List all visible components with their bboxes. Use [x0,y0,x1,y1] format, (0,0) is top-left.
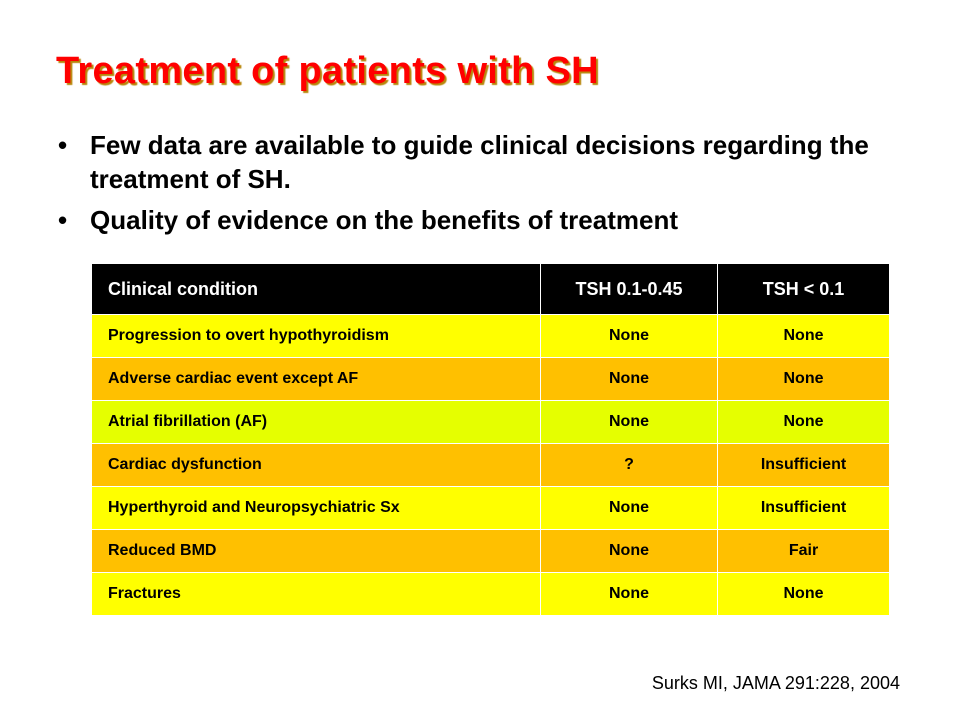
cell-condition: Fractures [92,573,541,616]
header-tsh-low: TSH < 0.1 [718,264,890,315]
bullet-text: Few data are available to guide clinical decisions regarding the treatment of SH. [90,130,869,194]
cell-tsh-mid: None [541,530,718,573]
cell-tsh-low: None [718,358,890,401]
cell-tsh-mid: None [541,487,718,530]
bullet-item [56,128,916,196]
header-clinical-condition: Clinical condition [92,264,541,315]
cell-tsh-low: None [718,401,890,444]
slide-title: Treatment of patients with SH [56,50,599,92]
cell-tsh-low: None [718,573,890,616]
cell-condition: Hyperthyroid and Neuropsychiatric Sx [92,487,541,530]
cell-condition: Adverse cardiac event except AF [92,358,541,401]
bullet-icon: • [58,205,68,235]
table-row [92,315,890,358]
bullet-text: Quality of evidence on the benefits of treatment [90,205,678,235]
cell-tsh-mid: ? [541,444,718,487]
cell-condition: Progression to overt hypothyroidism [92,315,541,358]
cell-tsh-mid: None [541,401,718,444]
table-row [92,444,890,487]
cell-condition: Atrial fibrillation (AF) [92,401,541,444]
cell-tsh-low: None [718,315,890,358]
table-row [92,573,890,616]
bullet-item [56,203,916,237]
cell-condition: Cardiac dysfunction [92,444,541,487]
cell-tsh-low: Insufficient [718,444,890,487]
cell-tsh-mid: None [541,358,718,401]
table-header-row [92,264,890,315]
citation: Surks MI, JAMA 291:228, 2004 [651,673,900,693]
bullet-icon: • [58,130,68,160]
cell-tsh-low: Insufficient [718,487,890,530]
cell-tsh-mid: None [541,315,718,358]
cell-tsh-mid: None [541,573,718,616]
table-row [92,530,890,573]
table-row [92,401,890,444]
header-tsh-mid: TSH 0.1-0.45 [541,264,718,315]
cell-condition: Reduced BMD [92,530,541,573]
table-row [92,358,890,401]
table-row [92,487,890,530]
evidence-table [91,263,890,616]
bullet-list [56,128,916,244]
cell-tsh-low: Fair [718,530,890,573]
